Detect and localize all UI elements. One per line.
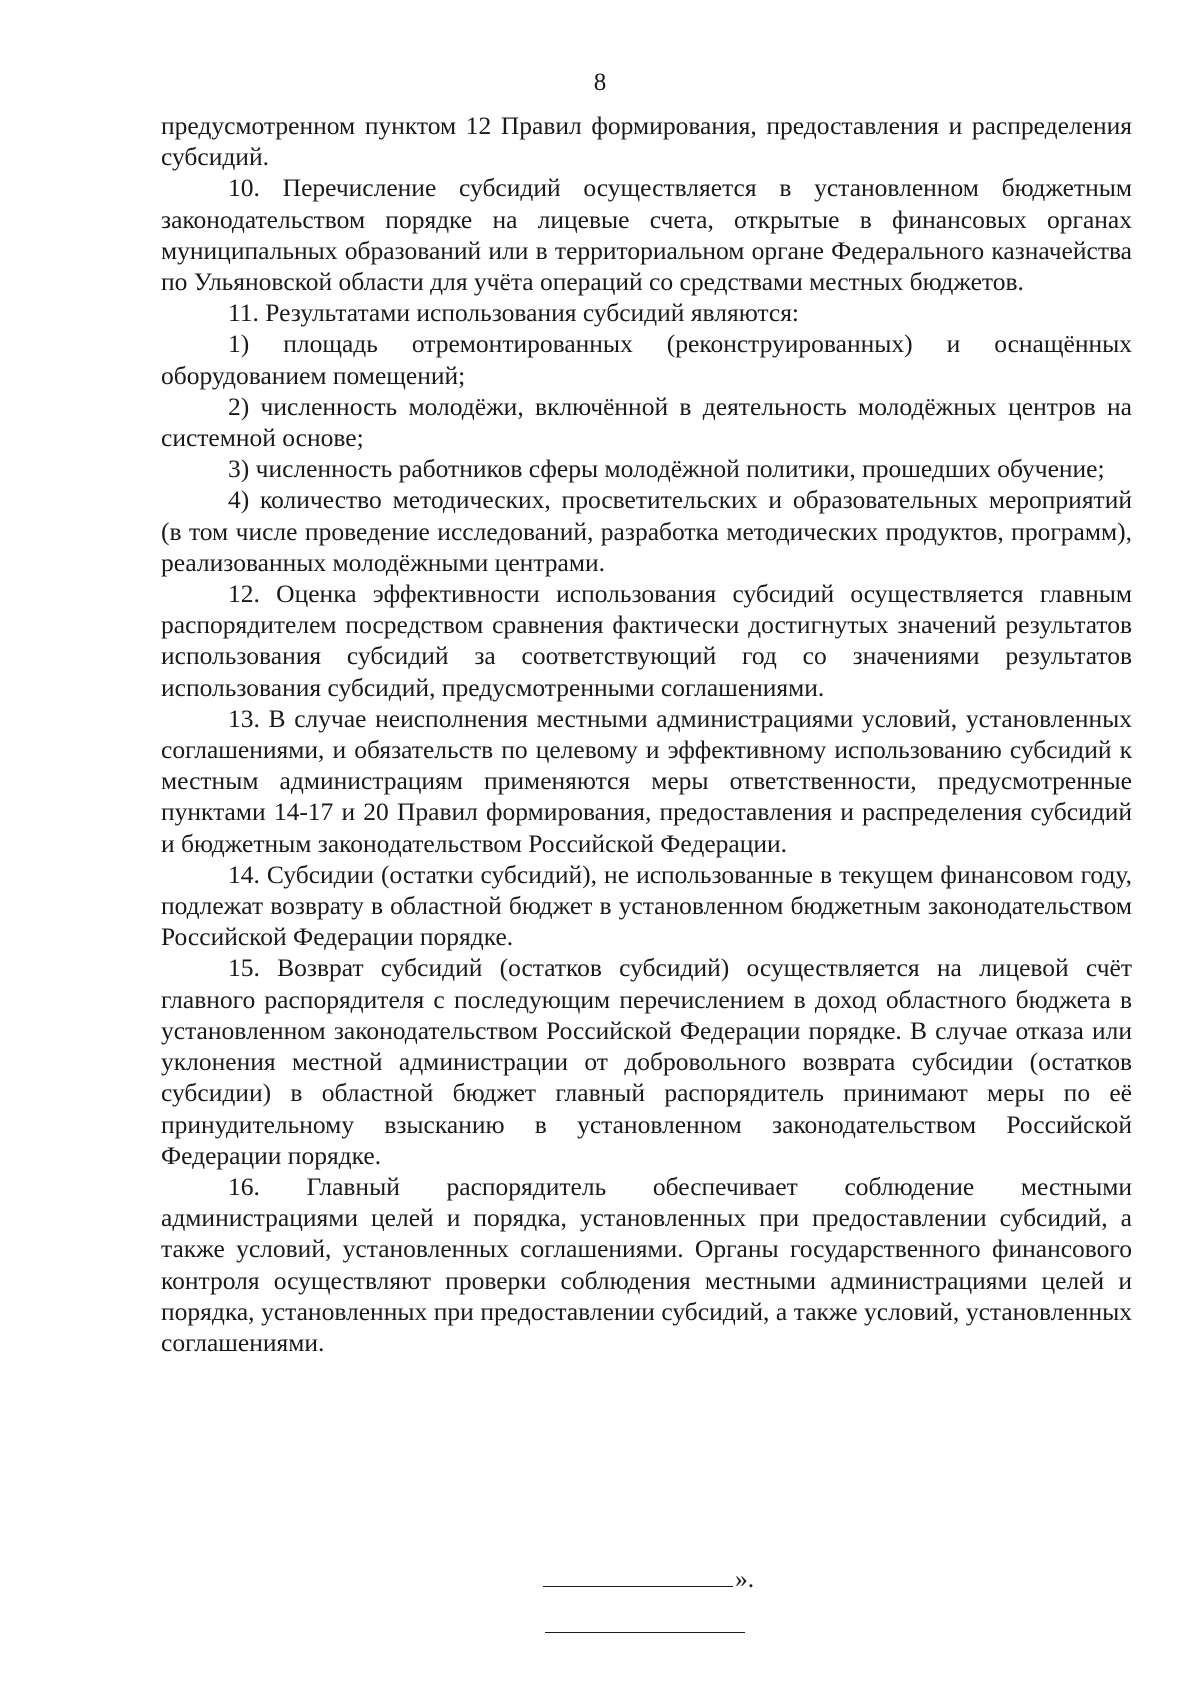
- paragraph-14: 14. Субсидии (остатки субсидий), не использованные в текущем финансовом году, подлежат возврату в областной бюджет в установленном бюджетным законодательством Российской Федерации порядке.: [161, 859, 1132, 952]
- paragraph-continuation: предусмотренном пунктом 12 Правил формирования, предоставления и распределения субсидий.: [161, 111, 1132, 172]
- paragraph-12: 12. Оценка эффективности использования субсидий осуществляется главным распорядителем посредством сравнения фактически достигнутых значений результатов использования субсидий за соответствующий год со значениями результатов использования субсидий, предусмотренными соглашениями.: [161, 579, 1132, 702]
- closing-quote-mark: ».: [735, 1564, 755, 1593]
- page-number: 8: [593, 69, 607, 96]
- paragraph-10: 10. Перечисление субсидий осуществляется в установленном бюджетным законодательством порядке на лицевые счета, открытые в финансовых органах муниципальных образований или в территориальном органе Федерального казначейства по Ульяновской области для учёта операций со средствами местных бюджетов.: [161, 173, 1132, 297]
- list-item-4: 4) количество методических, просветительских и образовательных мероприятий (в том числе проведение исследований, разработка методических продуктов, программ), реализованных молодёжными центрами.: [161, 485, 1132, 577]
- closing-line: [543, 1564, 754, 1594]
- list-item-1: 1) площадь отремонтированных (реконструированных) и оснащённых оборудованием помещений;: [161, 329, 1132, 390]
- closing-underline: [543, 1566, 733, 1587]
- list-item-3: 3) численность работников сферы молодёжной политики, прошедших обучение;: [228, 454, 1105, 484]
- paragraph-16: 16. Главный распорядитель обеспечивает соблюдение местными администрациями целей и порядка, установленных при предоставлении субсидий, а также условий, установленных соглашениями. Органы государственного финансового контроля осуществляют проверки соблюдения местными администрациями целей и порядка, установленных при предоставлении субсидий, а также условий, установленных соглашениями.: [161, 1171, 1132, 1357]
- list-item-2: 2) численность молодёжи, включённой в деятельность молодёжных центров на системной основе;: [161, 391, 1132, 453]
- end-separator-line: [545, 1632, 745, 1633]
- paragraph-13: 13. В случае неисполнения местными администрациями условий, установленных соглашениями, и обязательств по целевому и эффективному использованию субсидий к местным администрациям применяются меры ответственности, предусмотренные пунктами 14-17 и 20 Правил формирования, предоставления и распределения субсидий и бюджетным законодательством Российской Федерации.: [161, 703, 1132, 858]
- paragraph-11: 11. Результатами использования субсидий являются:: [228, 298, 800, 328]
- paragraph-15: 15. Возврат субсидий (остатков субсидий) осуществляется на лицевой счёт главного распорядителя с последующим перечислением в доход областного бюджета в установленном законодательством Российской Федерации порядке. В случае отказа или уклонения местной администрации от добровольного возврата субсидии (остатков субсидии) в областной бюджет главный распорядитель принимают меры по её принудительному взысканию в установленном законодательством Российской Федерации порядке.: [161, 953, 1132, 1170]
- document-body: [161, 110, 1132, 1358]
